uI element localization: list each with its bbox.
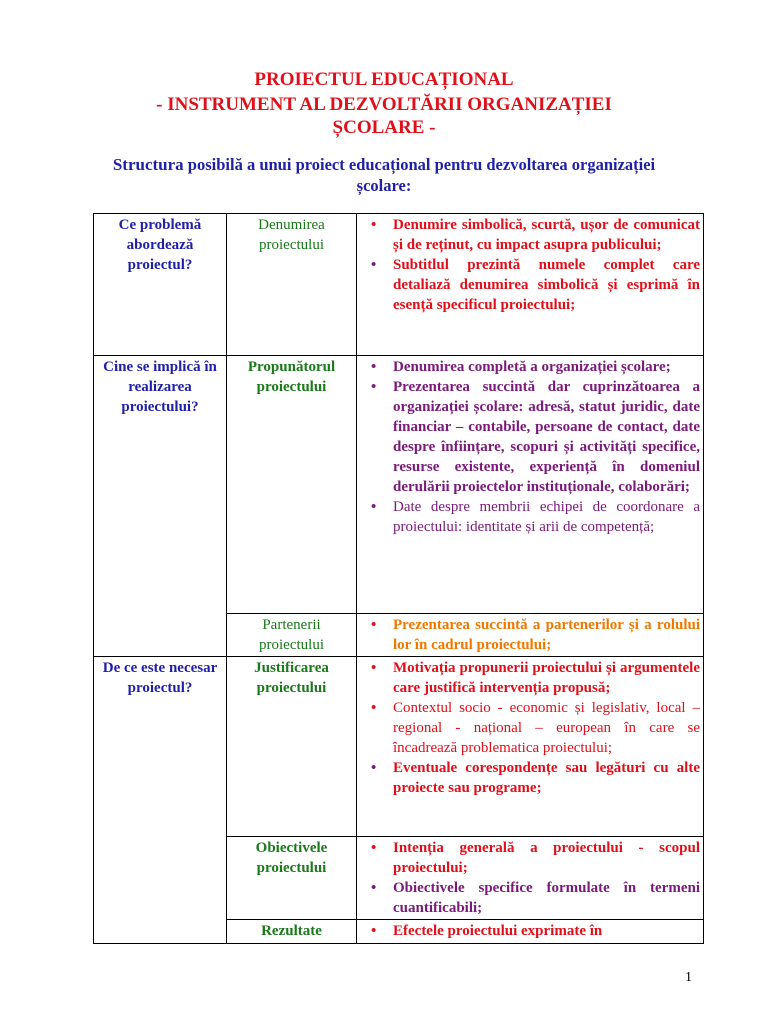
list-item: • Eventuale corespondențe sau legături cu alte proiecte sau programe; — [371, 760, 700, 796]
question-cell: Ce problemă abordează proiectul? — [94, 214, 227, 356]
description-list — [360, 215, 700, 315]
component-cell: Obiectivele proiectului — [227, 837, 357, 920]
page-title-line-3: ȘCOLARE - — [332, 117, 436, 138]
bullet-icon: • — [371, 359, 377, 375]
bullet-icon: • — [371, 257, 377, 273]
description-cell — [357, 837, 704, 920]
component-cell: Partenerii proiectului — [227, 614, 357, 657]
page-number: 1 — [685, 970, 692, 985]
list-item: • Contextul socio - economic și legislativ, local – regional - național – european în care se încadrează problematica proiectului; — [371, 700, 700, 756]
description-list — [360, 921, 700, 941]
bullet-icon: • — [371, 499, 377, 515]
bullet-icon: • — [371, 617, 377, 633]
description-list — [360, 838, 700, 918]
bullet-icon: • — [371, 700, 377, 716]
list-item: • Obiectivele specifice formulate în termeni cuantificabili; — [371, 880, 700, 916]
list-item: • Motivația propunerii proiectului și argumentele care justifică intervenția propusă; — [371, 660, 700, 696]
subtitle-rest: posibilă a unui proiect educațional pentru dezvoltarea organizației — [183, 155, 656, 174]
component-cell: Denumirea proiectului — [227, 214, 357, 356]
table-row — [94, 214, 704, 356]
bullet-icon: • — [371, 840, 377, 856]
bullet-icon: • — [371, 923, 377, 939]
description-cell — [357, 920, 704, 944]
list-item: • Intenția generală a proiectului - scopul proiectului; — [371, 840, 700, 876]
description-list — [360, 615, 700, 655]
description-cell — [357, 214, 704, 356]
subtitle-line-2: școlare: — [356, 176, 412, 195]
description-cell — [357, 657, 704, 837]
description-list — [360, 658, 700, 798]
question-cell: De ce este necesar proiectul? — [94, 657, 227, 944]
list-item: • Denumire simbolică, scurtă, ușor de comunicat și de reținut, cu impact asupra publicului; — [371, 217, 700, 253]
bullet-icon: • — [371, 379, 377, 395]
list-item: • Efectele proiectului exprimate în — [371, 923, 603, 939]
description-cell — [357, 614, 704, 657]
table-row — [94, 657, 704, 837]
description-cell — [357, 356, 704, 614]
section-subtitle — [60, 154, 708, 196]
question-cell: Cine se implică în realizarea proiectului? — [94, 356, 227, 657]
list-item: • Subtitlul prezintă numele complet care detaliază denumirea simbolică și esprimă în esență specificul proiectului; — [371, 257, 700, 313]
component-cell: Justificarea proiectului — [227, 657, 357, 837]
list-item: • Prezentarea succintă a partenerilor și a rolului lor în cadrul proiectului; — [371, 617, 700, 653]
page-title-line-1: PROIECTUL EDUCAȚIONAL — [254, 69, 514, 90]
description-list — [360, 357, 700, 537]
table-row — [94, 356, 704, 614]
list-item: • Prezentarea succintă dar cuprinzătoarea a organizației școlare: adresă, statut juridic, date financiar – contabile, persoane de contact, date despre înființare, scopuri și activități specifice, resurse existente, experiență în domeniul derulării proiectelor instituționale, colaborări; — [371, 379, 700, 495]
bullet-icon: • — [371, 760, 377, 776]
component-cell: Rezultate — [227, 920, 357, 944]
subtitle-lead: Structura — [112, 155, 184, 174]
component-cell: Propunătorul proiectului — [227, 356, 357, 614]
bullet-icon: • — [371, 217, 377, 233]
bullet-icon: • — [371, 880, 377, 896]
page-title-line-2: - INSTRUMENT AL DEZVOLTĂRII ORGANIZAȚIEI — [156, 94, 612, 115]
bullet-icon: • — [371, 660, 377, 676]
list-item: • Denumirea completă a organizației școlare; — [371, 359, 671, 375]
project-structure-table — [93, 213, 704, 944]
list-item: • Date despre membrii echipei de coordonare a proiectului: identitate și arii de competență; — [371, 499, 700, 535]
